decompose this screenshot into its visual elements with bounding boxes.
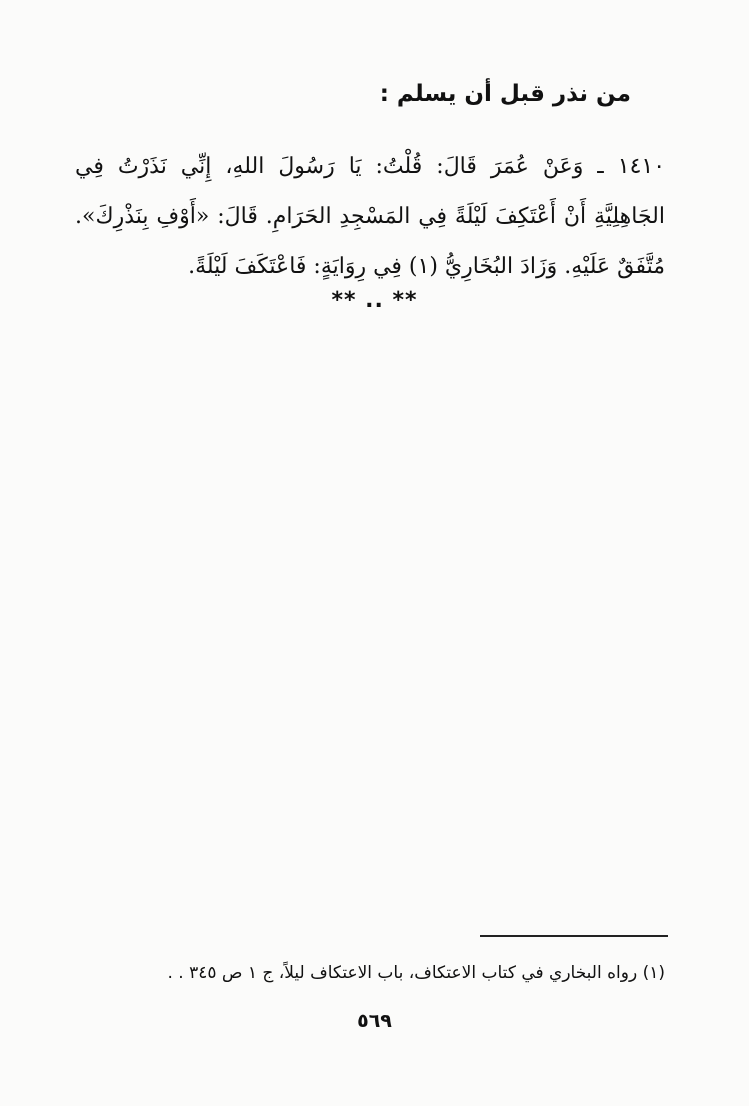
hadith-number: ١٤١٠ xyxy=(617,154,666,179)
section-heading: من نذر قبل أن يسلم : xyxy=(379,81,631,107)
section-separator: ** .. ** xyxy=(331,288,418,313)
footnote-rule xyxy=(480,935,668,937)
hadith-paragraph xyxy=(75,142,665,292)
page-number: ٥٦٩ xyxy=(357,1010,392,1032)
footnote: (١) رواه البخاري في كتاب الاعتكاف، باب الاعتكاف ليلاً، ج ١ ص ٣٤٥ . . xyxy=(167,963,665,983)
hadith-text: ـ وَعَنْ عُمَرَ قَالَ: قُلْتُ: يَا رَسُولَ اللهِ، إِنِّي نَذَرْتُ فِي الجَاهِلِيَّةِ أَنْ أَعْتَكِفَ لَيْلَةً فِي المَسْجِدِ الحَرَامِ. قَالَ: «أَوْفِ بِنَذْرِكَ». مُتَّفَقٌ عَلَيْهِ. وَزَادَ البُخَارِيُّ (١) فِي رِوَايَةٍ: فَاعْتَكَفَ لَيْلَةً. xyxy=(75,154,665,279)
